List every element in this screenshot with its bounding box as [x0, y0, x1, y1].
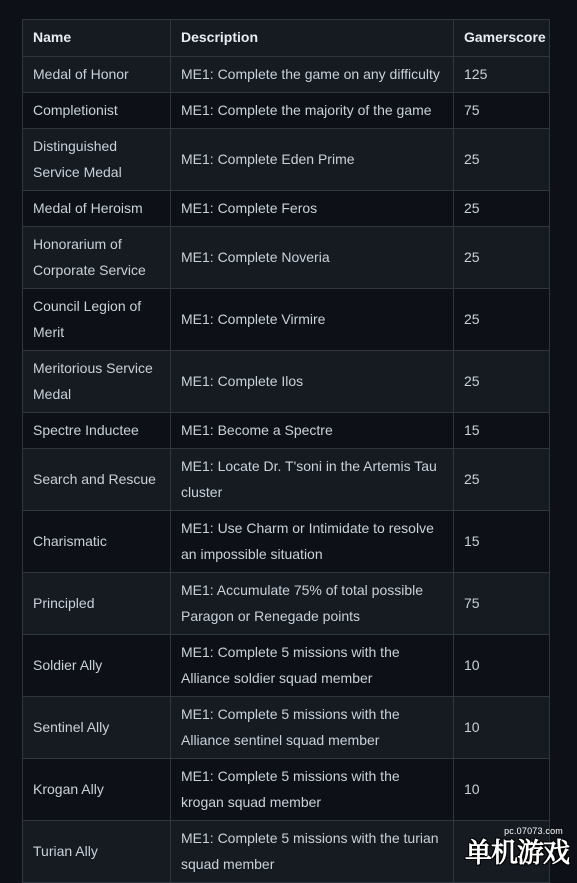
- column-header-description: Description: [171, 20, 454, 57]
- table-row: [23, 511, 550, 573]
- watermark-url: pc.07073.com: [504, 826, 563, 836]
- cell-gamerscore: 125: [454, 57, 550, 93]
- cell-gamerscore: 25: [454, 449, 550, 511]
- cell-gamerscore: [454, 821, 550, 883]
- cell-name: Soldier Ally: [23, 635, 171, 697]
- table-row: [23, 191, 550, 227]
- cell-gamerscore: 25: [454, 351, 550, 413]
- cell-name: Meritorious Service Medal: [23, 351, 171, 413]
- cell-description: ME1: Complete 5 missions with the Alliance soldier squad member: [171, 635, 454, 697]
- table-row: [23, 129, 550, 191]
- cell-name: Principled: [23, 573, 171, 635]
- table-header-row: [23, 20, 550, 57]
- watermark-logo: 单机游戏: [465, 838, 569, 869]
- table-row: [23, 289, 550, 351]
- cell-name: Honorarium of Corporate Service: [23, 227, 171, 289]
- cell-name: Council Legion of Merit: [23, 289, 171, 351]
- cell-name: Spectre Inductee: [23, 413, 171, 449]
- cell-gamerscore: 75: [454, 573, 550, 635]
- cell-description: ME1: Complete the game on any difficulty: [171, 57, 454, 93]
- cell-gamerscore: 10: [454, 759, 550, 821]
- cell-name: Medal of Heroism: [23, 191, 171, 227]
- cell-description: ME1: Complete Eden Prime: [171, 129, 454, 191]
- cell-name: Charismatic: [23, 511, 171, 573]
- table-row: [23, 227, 550, 289]
- table-row: [23, 697, 550, 759]
- cell-gamerscore: 10: [454, 697, 550, 759]
- cell-description: ME1: Complete 5 missions with the Alliance sentinel squad member: [171, 697, 454, 759]
- cell-name: Medal of Honor: [23, 57, 171, 93]
- cell-gamerscore: 15: [454, 511, 550, 573]
- cell-description: ME1: Complete Ilos: [171, 351, 454, 413]
- cell-name: Krogan Ally: [23, 759, 171, 821]
- cell-description: ME1: Complete Feros: [171, 191, 454, 227]
- cell-name: Turian Ally: [23, 821, 171, 883]
- cell-gamerscore: 25: [454, 289, 550, 351]
- table-row: [23, 635, 550, 697]
- cell-description: ME1: Locate Dr. T'soni in the Artemis Tau cluster: [171, 449, 454, 511]
- table-row: [23, 821, 550, 883]
- table-row: [23, 57, 550, 93]
- cell-gamerscore: 15: [454, 413, 550, 449]
- cell-name: Sentinel Ally: [23, 697, 171, 759]
- cell-description: ME1: Complete 5 missions with the krogan squad member: [171, 759, 454, 821]
- cell-description: ME1: Accumulate 75% of total possible Paragon or Renegade points: [171, 573, 454, 635]
- cell-description: ME1: Use Charm or Intimidate to resolve an impossible situation: [171, 511, 454, 573]
- cell-description: ME1: Complete 5 missions with the turian squad member: [171, 821, 454, 883]
- cell-gamerscore: 75: [454, 93, 550, 129]
- cell-name: Distinguished Service Medal: [23, 129, 171, 191]
- cell-description: ME1: Complete the majority of the game: [171, 93, 454, 129]
- cell-name: Search and Rescue: [23, 449, 171, 511]
- table-row: [23, 573, 550, 635]
- cell-gamerscore: 25: [454, 129, 550, 191]
- column-header-gamerscore: Gamerscore: [454, 20, 550, 57]
- cell-name: Completionist: [23, 93, 171, 129]
- cell-description: ME1: Complete Virmire: [171, 289, 454, 351]
- table-row: [23, 759, 550, 821]
- cell-gamerscore: 25: [454, 227, 550, 289]
- table-row: [23, 413, 550, 449]
- table-row: [23, 449, 550, 511]
- achievements-table-container: [22, 19, 549, 883]
- column-header-name: Name: [23, 20, 171, 57]
- cell-gamerscore: 25: [454, 191, 550, 227]
- table-row: [23, 93, 550, 129]
- cell-description: ME1: Become a Spectre: [171, 413, 454, 449]
- achievements-table: [22, 19, 550, 883]
- cell-description: ME1: Complete Noveria: [171, 227, 454, 289]
- table-row: [23, 351, 550, 413]
- cell-gamerscore: 10: [454, 635, 550, 697]
